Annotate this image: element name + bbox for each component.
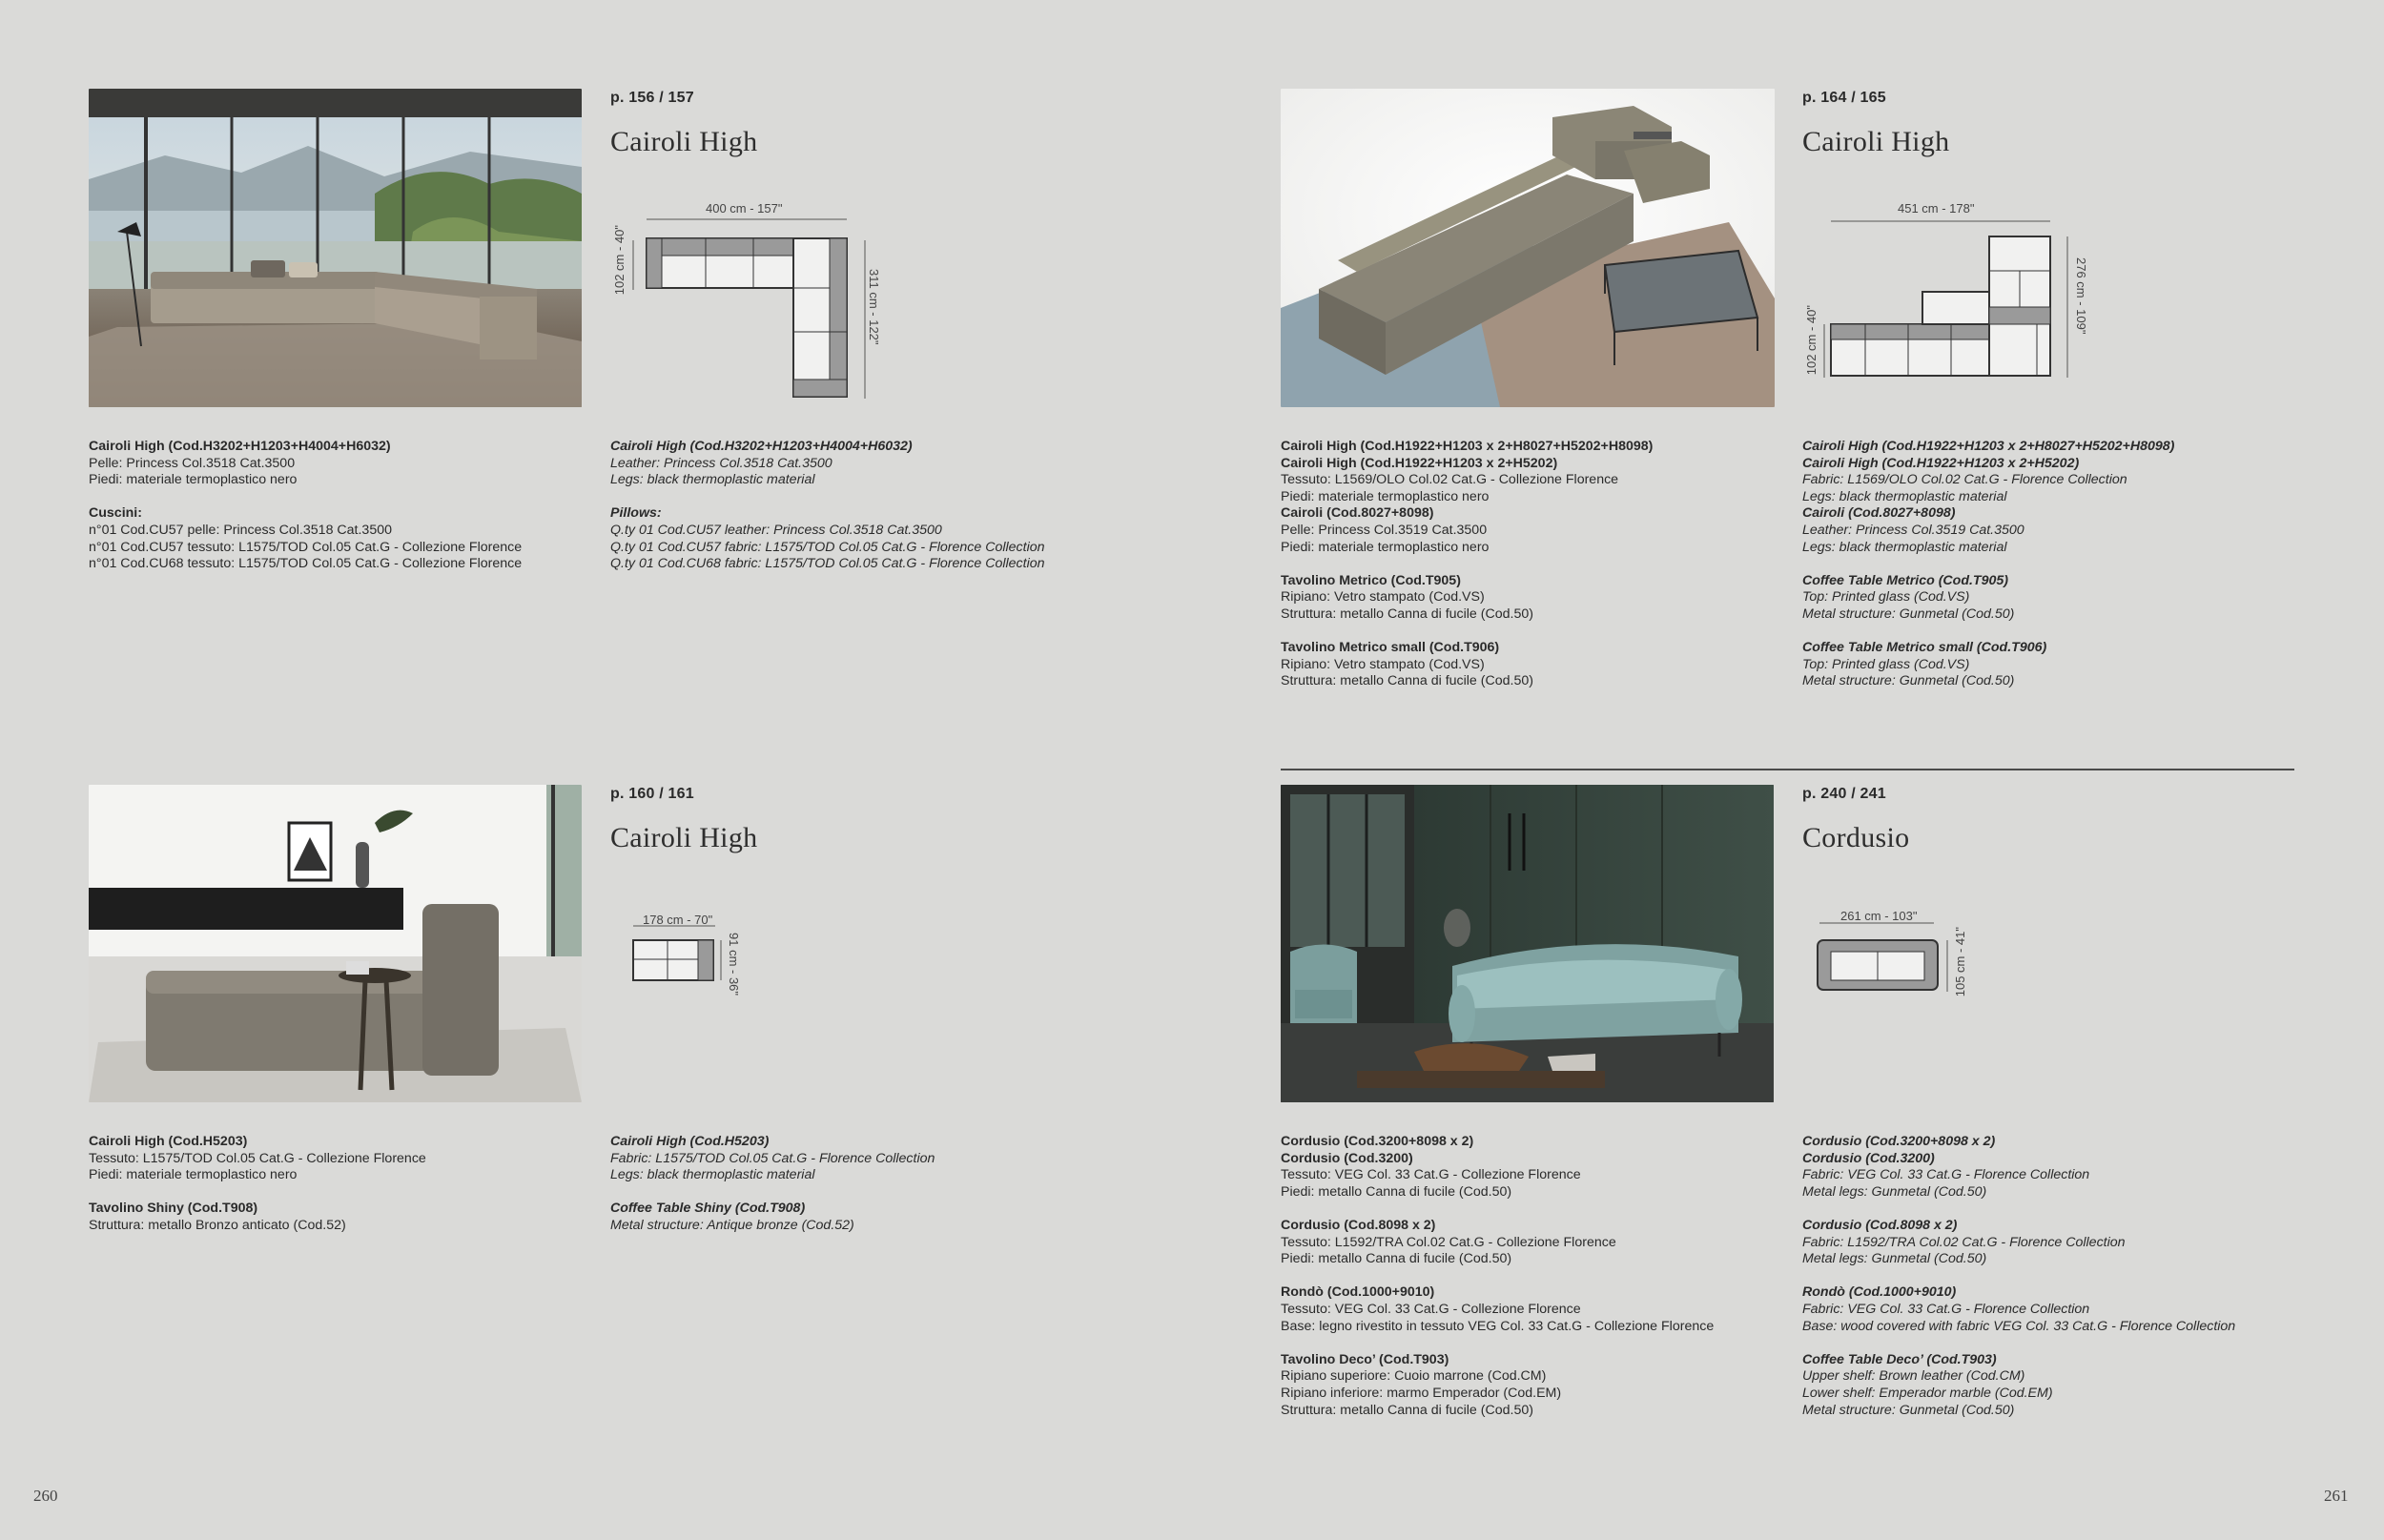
spec-heading: Cairoli High (Cod.H1922+H1203 x 2+H5202) bbox=[1802, 455, 2080, 471]
spec-heading: Cordusio (Cod.3200+8098 x 2) bbox=[1281, 1134, 1474, 1149]
product-photo-cairoli-high-ottoman bbox=[89, 785, 582, 1102]
plan-diagram-cairoli-high-corner bbox=[629, 212, 887, 402]
spec-text-english bbox=[1802, 439, 2174, 690]
spec-heading: Cairoli (Cod.8027+8098) bbox=[1281, 505, 1434, 522]
spec-heading: Cairoli High (Cod.H1922+H1203 x 2+H5202) bbox=[1281, 455, 1558, 471]
dimension-width: 400 cm - 157" bbox=[706, 201, 783, 216]
spec-line: Lower shelf: Emperador marble (Cod.EM) bbox=[1802, 1385, 2053, 1401]
spec-line: Metal structure: Gunmetal (Cod.50) bbox=[1802, 673, 2015, 689]
spec-spacer bbox=[1802, 1268, 2235, 1285]
spec-line: Q.ty 01 Cod.CU57 fabric: L1575/TOD Col.05 Cat.G - Florence Collection bbox=[610, 539, 1045, 555]
spec-line: Piedi: materiale termoplastico nero bbox=[89, 472, 298, 488]
product-photo-cairoli-high-lake bbox=[89, 89, 582, 407]
spec-line: Piedi: materiale termoplastico nero bbox=[1281, 539, 1490, 555]
spec-heading: Cordusio (Cod.8098 x 2) bbox=[1281, 1217, 1436, 1233]
spec-heading: Coffee Table Shiny (Cod.T908) bbox=[610, 1201, 806, 1217]
spec-line: Tessuto: L1592/TRA Col.02 Cat.G - Collezione Florence bbox=[1281, 1234, 1616, 1250]
spec-line: Tessuto: VEG Col. 33 Cat.G - Collezione Florence bbox=[1281, 1301, 1581, 1317]
page-ref: p. 160 / 161 bbox=[610, 786, 694, 802]
spec-spacer bbox=[1802, 1335, 2235, 1352]
spec-line: Struttura: metallo Canna di fucile (Cod.50) bbox=[1281, 606, 1533, 622]
dimension-width: 178 cm - 70" bbox=[643, 913, 713, 927]
spec-line: Ripiano superiore: Cuoio marrone (Cod.CM) bbox=[1281, 1368, 1547, 1385]
dimension-depth: 91 cm - 36" bbox=[727, 933, 741, 996]
spec-line: Q.ty 01 Cod.CU68 fabric: L1575/TOD Col.05 Cat.G - Florence Collection bbox=[610, 556, 1045, 572]
spec-text-english bbox=[610, 439, 1045, 573]
section-divider bbox=[1281, 769, 2294, 770]
spec-line: Legs: black thermoplastic material bbox=[610, 472, 815, 488]
dimension-height: 102 cm - 40" bbox=[612, 225, 627, 296]
spec-line: Legs: black thermoplastic material bbox=[610, 1167, 815, 1183]
spec-line: Ripiano: Vetro stampato (Cod.VS) bbox=[1281, 589, 1485, 606]
spec-spacer bbox=[1281, 1268, 1714, 1285]
spec-line: Metal structure: Antique bronze (Cod.52) bbox=[610, 1217, 854, 1233]
plan-diagram-cordusio bbox=[1812, 919, 1955, 996]
spec-text-english bbox=[1802, 1134, 2235, 1419]
spec-line: Fabric: L1575/TOD Col.05 Cat.G - Florence Collection bbox=[610, 1150, 935, 1166]
spec-line: Fabric: L1569/OLO Col.02 Cat.G - Florence Collection bbox=[1802, 472, 2127, 488]
spec-spacer bbox=[1802, 1201, 2235, 1218]
spec-text-italian bbox=[1281, 1134, 1714, 1419]
spec-line: n°01 Cod.CU68 tessuto: L1575/TOD Col.05 Cat.G - Collezione Florence bbox=[89, 556, 523, 572]
page-ref: p. 164 / 165 bbox=[1802, 90, 1886, 106]
spec-heading: Cordusio (Cod.3200) bbox=[1281, 1150, 1413, 1166]
spec-heading: Cuscini: bbox=[89, 505, 142, 522]
spec-line: Top: Printed glass (Cod.VS) bbox=[1802, 656, 1970, 672]
page-number-right: 261 bbox=[2324, 1487, 2349, 1505]
spec-line: Struttura: metallo Canna di fucile (Cod.50) bbox=[1281, 1402, 1533, 1418]
product-title: Cairoli High bbox=[1802, 126, 1950, 157]
spec-spacer bbox=[89, 1184, 426, 1201]
dimension-depth: 105 cm - 41" bbox=[1953, 927, 1967, 997]
spec-heading: Pillows: bbox=[610, 505, 662, 522]
spec-heading: Cordusio (Cod.3200) bbox=[1802, 1150, 1935, 1166]
spec-line: Metal structure: Gunmetal (Cod.50) bbox=[1802, 1402, 2015, 1418]
product-photo-cordusio bbox=[1281, 785, 1774, 1102]
spec-line: n°01 Cod.CU57 tessuto: L1575/TOD Col.05 Cat.G - Collezione Florence bbox=[89, 539, 523, 555]
spec-spacer bbox=[1281, 1201, 1714, 1218]
spec-line: Leather: Princess Col.3518 Cat.3500 bbox=[610, 455, 832, 471]
spec-line: Tessuto: L1569/OLO Col.02 Cat.G - Collezione Florence bbox=[1281, 472, 1619, 488]
spec-heading: Cairoli High (Cod.H1922+H1203 x 2+H8027+H5202+H8098) bbox=[1802, 439, 2175, 454]
spec-line: Tessuto: L1575/TOD Col.05 Cat.G - Collezione Florence bbox=[89, 1150, 426, 1166]
spec-line: Pelle: Princess Col.3518 Cat.3500 bbox=[89, 455, 296, 471]
spec-spacer bbox=[1281, 556, 1653, 573]
spec-line: Legs: black thermoplastic material bbox=[1802, 488, 2007, 504]
page-ref: p. 156 / 157 bbox=[610, 90, 694, 106]
page-ref: p. 240 / 241 bbox=[1802, 786, 1886, 802]
dimension-width: 451 cm - 178" bbox=[1898, 201, 1975, 216]
spec-line: Metal structure: Gunmetal (Cod.50) bbox=[1802, 606, 2015, 622]
spec-heading: Cairoli High (Cod.H3202+H1203+H4004+H6032) bbox=[89, 439, 391, 454]
spec-heading: Rondò (Cod.1000+9010) bbox=[1281, 1284, 1435, 1301]
spec-spacer bbox=[1281, 1335, 1714, 1352]
dimension-width: 261 cm - 103" bbox=[1840, 909, 1918, 923]
spec-line: Fabric: VEG Col. 33 Cat.G - Florence Collection bbox=[1802, 1301, 2090, 1317]
spec-line: Leather: Princess Col.3519 Cat.3500 bbox=[1802, 522, 2024, 538]
spec-heading: Tavolino Deco’ (Cod.T903) bbox=[1281, 1351, 1449, 1367]
spec-line: Piedi: materiale termoplastico nero bbox=[1281, 488, 1490, 504]
spec-spacer bbox=[1281, 624, 1653, 641]
plan-diagram-cairoli-high-ottoman bbox=[629, 921, 725, 988]
dimension-height: 102 cm - 40" bbox=[1804, 305, 1819, 376]
spec-heading: Coffee Table Deco’ (Cod.T903) bbox=[1802, 1351, 1997, 1367]
spec-text-english bbox=[610, 1134, 935, 1235]
spec-text-italian bbox=[89, 1134, 426, 1235]
dimension-depth: 311 cm - 122" bbox=[867, 269, 881, 345]
spec-line: Metal legs: Gunmetal (Cod.50) bbox=[1802, 1183, 1987, 1200]
spec-spacer bbox=[610, 489, 1045, 506]
spec-line: Q.ty 01 Cod.CU57 leather: Princess Col.3518 Cat.3500 bbox=[610, 522, 942, 538]
spec-heading: Cordusio (Cod.3200+8098 x 2) bbox=[1802, 1134, 1996, 1149]
spec-heading: Cairoli High (Cod.H1922+H1203 x 2+H8027+H5202+H8098) bbox=[1281, 439, 1654, 454]
spec-heading: Coffee Table Metrico (Cod.T905) bbox=[1802, 572, 2008, 588]
spec-heading: Cordusio (Cod.8098 x 2) bbox=[1802, 1217, 1958, 1233]
spec-line: Pelle: Princess Col.3519 Cat.3500 bbox=[1281, 522, 1488, 538]
spec-line: Fabric: L1592/TRA Col.02 Cat.G - Florence Collection bbox=[1802, 1234, 2126, 1250]
spec-line: Fabric: VEG Col. 33 Cat.G - Florence Collection bbox=[1802, 1167, 2090, 1183]
spec-line: Piedi: materiale termoplastico nero bbox=[89, 1167, 298, 1183]
spec-text-italian bbox=[89, 439, 522, 573]
page-number-left: 260 bbox=[33, 1487, 58, 1505]
product-title: Cordusio bbox=[1802, 822, 1910, 853]
spec-text-italian bbox=[1281, 439, 1653, 690]
spec-line: Ripiano inferiore: marmo Emperador (Cod.EM) bbox=[1281, 1385, 1562, 1401]
spec-line: Base: legno rivestito in tessuto VEG Col. 33 Cat.G - Collezione Florence bbox=[1281, 1318, 1715, 1334]
product-title: Cairoli High bbox=[610, 822, 758, 853]
spec-heading: Tavolino Shiny (Cod.T908) bbox=[89, 1201, 258, 1217]
spec-heading: Tavolino Metrico small (Cod.T906) bbox=[1281, 640, 1500, 656]
spec-heading: Tavolino Metrico (Cod.T905) bbox=[1281, 572, 1461, 588]
spec-spacer bbox=[610, 1184, 935, 1201]
spec-line: Top: Printed glass (Cod.VS) bbox=[1802, 589, 1970, 606]
spec-heading: Cairoli (Cod.8027+8098) bbox=[1802, 505, 1956, 522]
spec-heading: Coffee Table Metrico small (Cod.T906) bbox=[1802, 640, 2047, 656]
spec-line: Struttura: metallo Canna di fucile (Cod.50) bbox=[1281, 673, 1533, 689]
spec-line: Piedi: metallo Canna di fucile (Cod.50) bbox=[1281, 1251, 1512, 1267]
spec-spacer bbox=[89, 489, 522, 506]
product-photo-cairoli-high-modular bbox=[1281, 89, 1775, 407]
spec-heading: Cairoli High (Cod.H3202+H1203+H4004+H6032) bbox=[610, 439, 913, 454]
spec-line: n°01 Cod.CU57 pelle: Princess Col.3518 Cat.3500 bbox=[89, 522, 392, 538]
spec-heading: Cairoli High (Cod.H5203) bbox=[89, 1134, 248, 1149]
spec-line: Ripiano: Vetro stampato (Cod.VS) bbox=[1281, 656, 1485, 672]
spec-spacer bbox=[1802, 624, 2174, 641]
spec-line: Struttura: metallo Bronzo anticato (Cod.52) bbox=[89, 1217, 346, 1233]
spec-spacer bbox=[1802, 556, 2174, 573]
product-title: Cairoli High bbox=[610, 126, 758, 157]
spec-line: Metal legs: Gunmetal (Cod.50) bbox=[1802, 1251, 1987, 1267]
spec-line: Tessuto: VEG Col. 33 Cat.G - Collezione Florence bbox=[1281, 1167, 1581, 1183]
plan-diagram-cairoli-high-modular bbox=[1821, 212, 2079, 383]
spec-line: Upper shelf: Brown leather (Cod.CM) bbox=[1802, 1368, 2025, 1385]
spec-line: Legs: black thermoplastic material bbox=[1802, 539, 2007, 555]
dimension-depth: 276 cm - 109" bbox=[2074, 257, 2088, 335]
spec-heading: Cairoli High (Cod.H5203) bbox=[610, 1134, 770, 1149]
spec-line: Piedi: metallo Canna di fucile (Cod.50) bbox=[1281, 1183, 1512, 1200]
spec-line: Base: wood covered with fabric VEG Col. 33 Cat.G - Florence Collection bbox=[1802, 1318, 2236, 1334]
spec-heading: Rondò (Cod.1000+9010) bbox=[1802, 1284, 1957, 1301]
